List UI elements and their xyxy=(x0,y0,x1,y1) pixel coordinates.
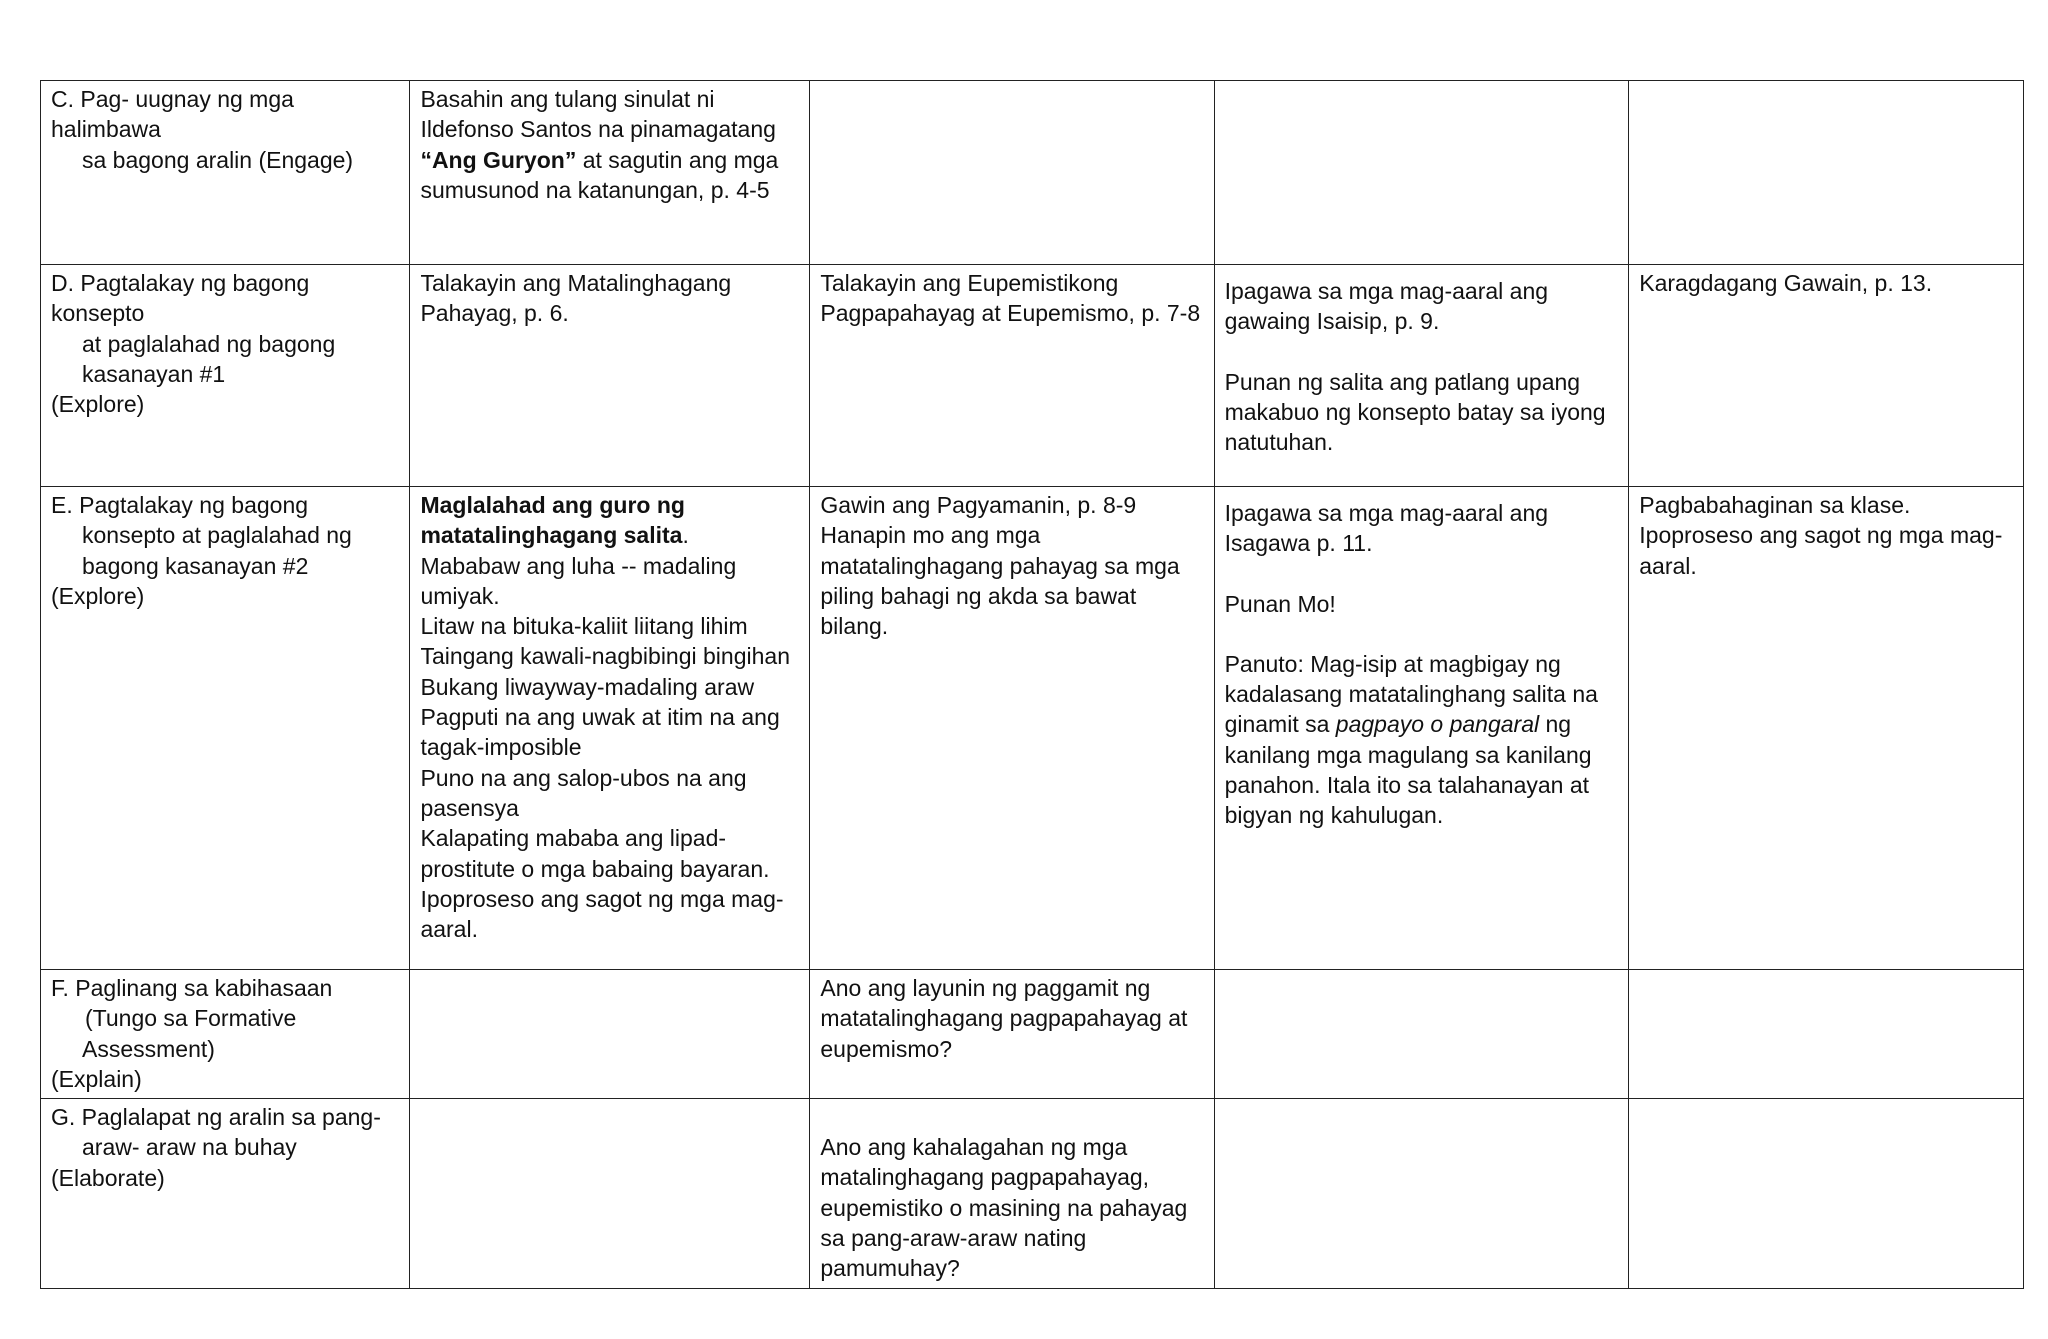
cell-paragraph xyxy=(1225,649,1619,831)
table-cell xyxy=(1629,265,2024,487)
table-cell-empty xyxy=(410,1099,810,1288)
cell-text: Talakayin ang Eupemistikong Pagpapahayag at Eupemismo, p. 7-8 xyxy=(820,270,1201,327)
row-label-line: C. Pag- uugnay ng mga halimbawa xyxy=(51,86,294,143)
cell-text: Ano ang layunin ng paggamit ng matatalinghagang pagpapahayag at eupemismo? xyxy=(820,975,1188,1062)
row-label-line: at paglalahad ng bagong xyxy=(82,330,336,357)
cell-text: ng kanilang mga magulang sa kanilang panahon. Itala ito sa talahanayan at bigyan ng kahulugan. xyxy=(1224,711,1592,829)
table-cell xyxy=(410,487,810,970)
table-cell xyxy=(1214,265,1629,487)
table-cell xyxy=(810,487,1214,970)
row-label-line: (Explain) xyxy=(51,1065,142,1092)
row-label-cell xyxy=(41,487,410,970)
cell-text: Pagbabahaginan sa klase. xyxy=(1639,492,1911,518)
row-label-line: F. Paglinang sa kabihasaan xyxy=(51,975,333,1001)
paragraph-gap xyxy=(1225,559,1619,589)
row-label-cell xyxy=(41,970,410,1099)
cell-text: Ipoproseso ang sagot ng mga mag-aaral. xyxy=(1639,522,2003,579)
row-label-line: araw- araw na buhay xyxy=(82,1134,297,1161)
table-cell-empty xyxy=(410,970,810,1099)
table-cell-empty xyxy=(1214,81,1629,265)
table-cell-empty xyxy=(1629,970,2024,1099)
row-label-line: (Explore) xyxy=(51,391,145,418)
table-row xyxy=(41,81,2024,265)
table-cell-empty xyxy=(1214,1099,1629,1288)
row-label-line: (Tungo sa Formative xyxy=(85,1005,297,1032)
cell-text: Gawin ang Pagyamanin, p. 8-9 xyxy=(820,492,1137,518)
cell-text: Ipagawa sa mga mag-aaral ang Isagawa p. 11. xyxy=(1224,500,1549,557)
row-label-cell xyxy=(41,265,410,487)
cell-bold-text: Maglalahad ang guro ng matatalinghagang salita xyxy=(420,492,685,549)
cell-text: Ano ang kahalagahan ng mga matalinghagang pagpapahayag, eupemistiko o masining na pahayag sa pang-araw-araw nating pamumuhay? xyxy=(820,1134,1188,1282)
list-item: Mababaw ang luha -- madaling umiyak. xyxy=(420,552,737,609)
table-cell-empty xyxy=(810,81,1214,265)
table-cell xyxy=(1214,487,1629,970)
cell-text: Punan ng salita ang patlang upang makabuo ng konsepto batay sa iyong natutuhan. xyxy=(1224,368,1606,456)
cell-text: Talakayin ang Matalinghagang Pahayag, p. 6. xyxy=(420,270,732,327)
table-row xyxy=(41,265,2024,487)
paragraph-gap xyxy=(1225,619,1619,649)
list-item: Kalapating mababa ang lipad-prostitute o mga babaing bayaran. xyxy=(420,825,770,882)
cell-text: Basahin ang tulang sinulat ni Ildefonso Santos na pinamagatang xyxy=(420,86,776,143)
cell-italic-text: pagpayo o pangaral xyxy=(1335,711,1540,738)
table-cell-empty xyxy=(1214,970,1629,1099)
list-item: Taingang kawali-nagbibingi bingihan xyxy=(420,643,790,670)
table-row xyxy=(41,487,2024,970)
table-row xyxy=(41,970,2024,1099)
cell-text: Hanapin mo ang mga matatalinghagang pahayag sa mga piling bahagi ng akda sa bawat bilang. xyxy=(820,522,1180,640)
cell-text: Punan Mo! xyxy=(1224,590,1336,617)
row-label-line: (Elaborate) xyxy=(51,1164,165,1191)
table-cell xyxy=(810,265,1214,487)
cell-text: Karagdagang Gawain, p. 13. xyxy=(1639,270,1933,296)
row-label-line: G. Paglalapat ng aralin sa pang- xyxy=(51,1104,381,1131)
table-cell xyxy=(810,1099,1214,1288)
row-label-line: Assessment) xyxy=(82,1035,215,1062)
row-label-line: konsepto at paglalahad ng xyxy=(82,522,352,549)
table-cell xyxy=(410,81,810,265)
row-label-line: D. Pagtalakay ng bagong konsepto xyxy=(51,270,310,327)
list-item: Pagputi na ang uwak at itim na ang tagak-imposible xyxy=(420,704,780,761)
list-item: Ipoproseso ang sagot ng mga mag-aaral. xyxy=(420,885,784,943)
row-label-line: (Explore) xyxy=(51,582,145,609)
paragraph-gap xyxy=(820,1102,1203,1132)
cell-text: at sagutin ang mga sumusunod na katanungan, p. 4-5 xyxy=(420,146,779,203)
paragraph-gap xyxy=(1225,337,1619,367)
cell-paragraph xyxy=(420,490,799,551)
cell-bold-text: “Ang Guryon” xyxy=(420,146,577,173)
cell-text: Panuto: Mag-isip at magbigay ng kadalasang matatalinghang salita na ginamit sa xyxy=(1224,650,1598,738)
table-cell-empty xyxy=(1629,81,2024,265)
row-label-line: bagong kasanayan #2 xyxy=(82,552,309,579)
row-label-line: kasanayan #1 xyxy=(82,360,226,387)
row-label-line: sa bagong aralin (Engage) xyxy=(82,146,354,173)
cell-text: . xyxy=(682,522,689,549)
table-cell xyxy=(810,970,1214,1099)
row-label-cell xyxy=(41,1099,410,1288)
table-row xyxy=(41,1099,2024,1288)
table-cell xyxy=(410,265,810,487)
row-label-cell xyxy=(41,81,410,265)
cell-text: Ipagawa sa mga mag-aaral ang gawaing Isaisip, p. 9. xyxy=(1224,278,1549,335)
table-cell-empty xyxy=(1629,1099,2024,1288)
list-item: Bukang liwayway-madaling araw xyxy=(420,673,755,700)
list-item: Puno na ang salop-ubos na ang pasensya xyxy=(420,764,747,821)
table-cell xyxy=(1629,487,2024,970)
list-item: Litaw na bituka-kaliit liitang lihim xyxy=(420,613,748,640)
lesson-plan-table xyxy=(40,80,2024,1289)
row-label-line: E. Pagtalakay ng bagong xyxy=(51,492,309,518)
